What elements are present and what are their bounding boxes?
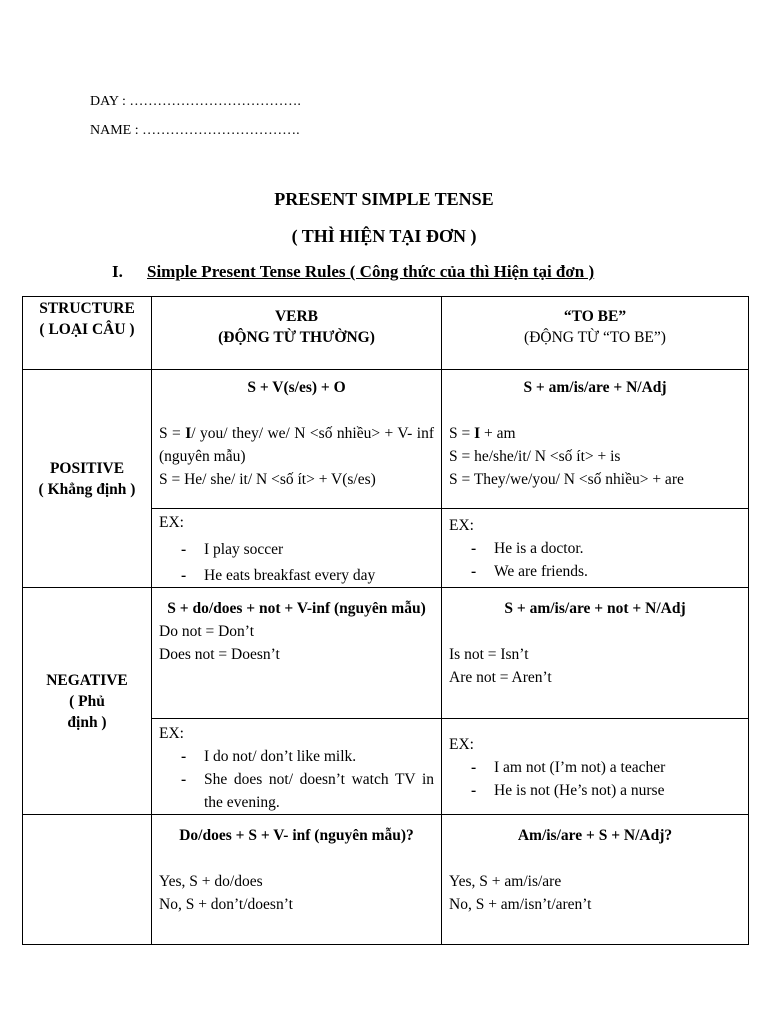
positive-tobe-formula: S + am/is/are + N/Adj	[523, 379, 667, 396]
question-verb-formula: Do/does + S + V- inf (nguyên mẫu)?	[179, 827, 414, 844]
positive-verb-cell	[152, 370, 442, 509]
question-verb-answer-yes: Yes, S + do/does	[159, 873, 263, 890]
list-item: - He is not (He’s not) a nurse	[471, 779, 741, 802]
negative-formula-row	[23, 588, 749, 719]
positive-formula-row	[23, 370, 749, 509]
grammar-table	[22, 296, 749, 945]
positive-verb-rule-2: S = He/ she/ it/ N <số ít> + V(s/es)	[159, 471, 376, 488]
positive-tobe-examples: EX: - He is a doctor. - We are friends.	[442, 509, 749, 588]
positive-tobe-rule-2: S = he/she/it/ N <số ít> + is	[449, 448, 621, 465]
negative-tobe-cell	[442, 588, 749, 719]
list-item: - He is a doctor.	[471, 537, 741, 560]
section-title: Simple Present Tense Rules ( Công thức của thì Hiện tại đơn )	[147, 262, 595, 281]
list-item: - I play soccer	[181, 538, 434, 561]
positive-tobe-rule-1: S = I + am	[449, 425, 516, 442]
list-item: - We are friends.	[471, 560, 741, 583]
positive-verb-examples: EX: - I play soccer - He eats breakfast every day	[152, 509, 442, 588]
negative-verb-cell	[152, 588, 442, 719]
name-field: NAME : …………………………….	[90, 123, 300, 138]
header-structure: STRUCTURE ( LOẠI CÂU )	[23, 297, 152, 370]
negative-tobe-examples: EX: - I am not (I’m not) a teacher - He is not (He’s not) a nurse	[442, 719, 749, 815]
list-item: - I do not/ don’t like milk.	[181, 745, 434, 768]
negative-label: NEGATIVE ( Phủ định )	[23, 588, 152, 815]
list-item: - I am not (I’m not) a teacher	[471, 756, 741, 779]
question-tobe-formula: Am/is/are + S + N/Adj?	[517, 827, 673, 844]
question-label	[23, 815, 152, 945]
positive-verb-rule-1: S = I/ you/ they/ we/ N <số nhiều> + V- inf (nguyên mẫu)	[159, 425, 434, 465]
positive-tobe-cell	[442, 370, 749, 509]
list-item: - He eats breakfast every day	[181, 564, 434, 587]
list-item: - She does not/ doesn’t watch TV in the evening.	[181, 768, 434, 814]
negative-verb-formula: S + do/does + not + V-inf (nguyên mẫu)	[167, 600, 426, 617]
page-title: PRESENT SIMPLE TENSE	[274, 189, 494, 209]
header-verb: VERB (ĐỘNG TỪ THƯỜNG)	[152, 297, 442, 370]
question-tobe-cell	[442, 815, 749, 945]
question-tobe-answer-yes: Yes, S + am/is/are	[449, 873, 562, 890]
day-field: DAY : ……………………………….	[90, 94, 301, 109]
section-number: I.	[112, 262, 123, 281]
section-heading	[112, 262, 594, 282]
negative-tobe-rule-2: Are not = Aren’t	[449, 669, 552, 686]
positive-label: POSITIVE ( Khẳng định )	[23, 370, 152, 588]
negative-verb-rule-2: Does not = Doesn’t	[159, 646, 280, 663]
positive-verb-formula: S + V(s/es) + O	[247, 379, 346, 396]
page-subtitle: ( THÌ HIỆN TẠI ĐƠN )	[291, 226, 477, 246]
positive-tobe-rule-3: S = They/we/you/ N <số nhiều> + are	[449, 471, 684, 488]
question-tobe-answer-no: No, S + am/isn’t/aren’t	[449, 896, 592, 913]
negative-verb-rule-1: Do not = Don’t	[159, 623, 254, 640]
negative-tobe-formula: S + am/is/are + not + N/Adj	[504, 600, 686, 617]
question-verb-answer-no: No, S + don’t/doesn’t	[159, 896, 293, 913]
table-header-row	[23, 297, 749, 370]
question-row	[23, 815, 749, 945]
negative-verb-examples: EX: - I do not/ don’t like milk. - She does not/ doesn’t watch TV in the evening.	[152, 719, 442, 815]
header-tobe: “TO BE” (ĐỘNG TỪ “TO BE”)	[442, 297, 749, 370]
question-verb-cell	[152, 815, 442, 945]
negative-tobe-rule-1: Is not = Isn’t	[449, 646, 529, 663]
